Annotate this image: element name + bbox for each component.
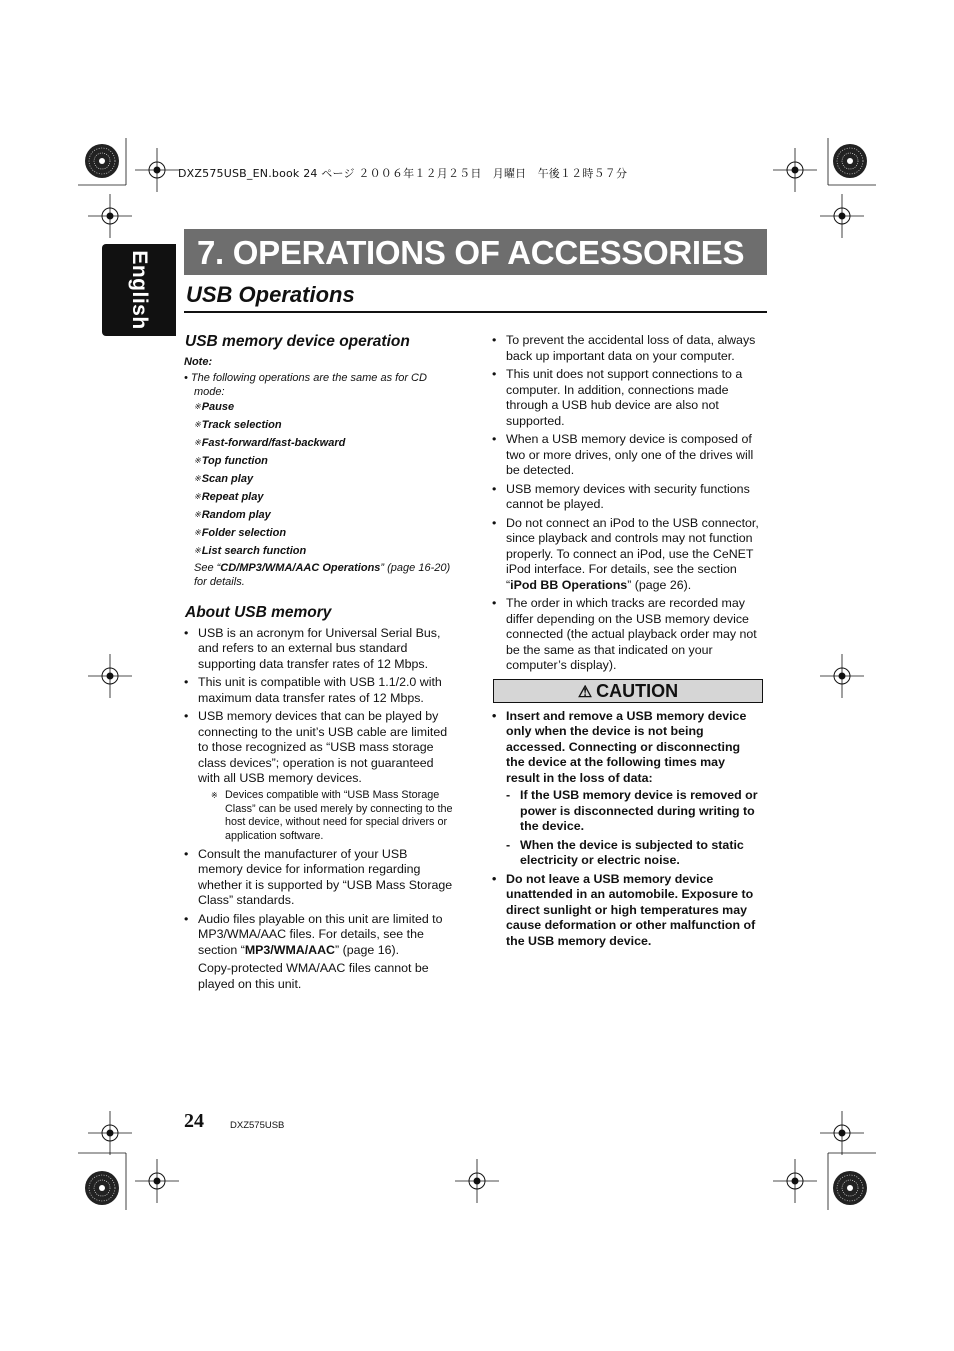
feature-item: ※ Top function	[184, 453, 454, 471]
list-item: • Do not connect an iPod to the USB connector, since playback and controls may not function properly. To connect an iPod, use the CeNET iPod interface. For details, see the section “iPod BB Operations” (page 26).	[492, 516, 762, 594]
language-tab	[102, 244, 176, 336]
model-name: DXZ575USB	[230, 1120, 285, 1131]
usb-notes-list	[492, 333, 762, 674]
chapter-title: 7. OPERATIONS OF ACCESSORIES	[197, 234, 745, 271]
see-reference: See “CD/MP3/WMA/AAC Operations” (page 16-20) for details.	[194, 561, 451, 588]
caution-banner	[493, 679, 763, 703]
list-item: • USB memory devices that can be played by connecting to the unit’s USB cable are limited to those recognized as “USB mass storage class devices”; operation is not guaranteed with all USB memory devices. ※ Devices compatible with “USB Mass Storage Class” can be used merely by connecting to the host device, without need for special drivers or application software.	[184, 709, 454, 843]
copy-protected-note: Copy-protected WMA/AAC files cannot be played on this unit.	[198, 961, 429, 991]
mass-storage-note: ※ Devices compatible with “USB Mass Storage Class” can be used merely by connecting to the host device, without need for special drivers or application software.	[211, 789, 454, 844]
caution-subitem: - When the device is subjected to static electricity or electric noise.	[506, 838, 762, 869]
feature-item: ※ Random play	[184, 507, 454, 525]
see-reference-link: CD/MP3/WMA/AAC Operations	[220, 561, 381, 574]
feature-item: ※ Pause	[184, 399, 454, 417]
note-block	[184, 371, 454, 399]
warning-triangle-icon: ⚠	[577, 683, 593, 701]
list-item: • To prevent the accidental loss of data, always back up important data on your computer.	[492, 333, 762, 364]
language-tab-label: English	[128, 250, 151, 330]
caution-label: CAUTION	[596, 680, 679, 701]
list-item: • This unit does not support connections to a computer. In addition, connections made through a USB hub device are also not supported.	[492, 367, 762, 429]
print-header: DXZ575USB_EN.book 24 ページ ２００６年１２月２５日 月曜日 午後１２時５７分	[178, 167, 628, 180]
feature-item: ※ Track selection	[184, 417, 454, 435]
list-item: • Insert and remove a USB memory device only when the device is not being accessed. Connecting or disconnecting the device at the following times may result in the loss of data: - If the USB memory device is removed or power is disconnected during writing to the device. - When the device is subjected to static electricity or electric noise.	[492, 709, 762, 869]
list-item: • USB memory devices with security functions cannot be played.	[492, 482, 762, 513]
caution-list	[492, 709, 762, 950]
note-text: • The following operations are the same as for CD mode:	[184, 372, 427, 399]
list-item: • USB is an acronym for Universal Serial Bus, and refers to an external bus standard supporting data transfer rates of 12 Mbps.	[184, 626, 454, 673]
about-usb-heading: About USB memory	[185, 603, 332, 621]
list-item: • This unit is compatible with USB 1.1/2.0 with maximum data transfer rates of 12 Mbps.	[184, 675, 454, 706]
right-column	[492, 333, 762, 952]
note-label: Note:	[184, 356, 213, 368]
chapter-title-bar	[184, 229, 767, 275]
feature-item: ※ Folder selection	[184, 525, 454, 543]
list-item: • When a USB memory device is composed of two or more drives, only one of the drives will be detected.	[492, 432, 762, 479]
feature-item: ※ List search function	[184, 543, 454, 561]
usb-device-operation-heading: USB memory device operation	[185, 333, 410, 350]
list-item: • The order in which tracks are recorded may differ depending on the USB memory device connected (the actual playback order may not be the same as that indicated on your computer’s display).	[492, 596, 762, 674]
section-divider	[184, 311, 767, 313]
list-item: • Consult the manufacturer of your USB memory device for information regarding whether it is supported by “USB Mass Storage Class” standards.	[184, 847, 454, 909]
feature-item: ※ Fast-forward/fast-backward	[184, 435, 454, 453]
list-item: • Do not leave a USB memory device unattended in an automobile. Exposure to direct sunlight or high temperatures may cause deformation or other malfunction of the USB memory device.	[492, 872, 762, 950]
feature-item: ※ Scan play	[184, 471, 454, 489]
section-title: USB Operations	[186, 282, 355, 307]
list-item: • Audio files playable on this unit are limited to MP3/WMA/AAC files. For details, see the section “MP3/WMA/AAC” (page 16). Copy-protected WMA/AAC files cannot be played on this unit.	[184, 912, 454, 993]
feature-item: ※ Repeat play	[184, 489, 454, 507]
page-number: 24	[184, 1110, 204, 1132]
about-usb-list	[184, 626, 454, 992]
caution-subitem: - If the USB memory device is removed or power is disconnected during writing to the device.	[506, 788, 762, 835]
feature-list	[184, 399, 454, 560]
left-column	[184, 332, 454, 995]
